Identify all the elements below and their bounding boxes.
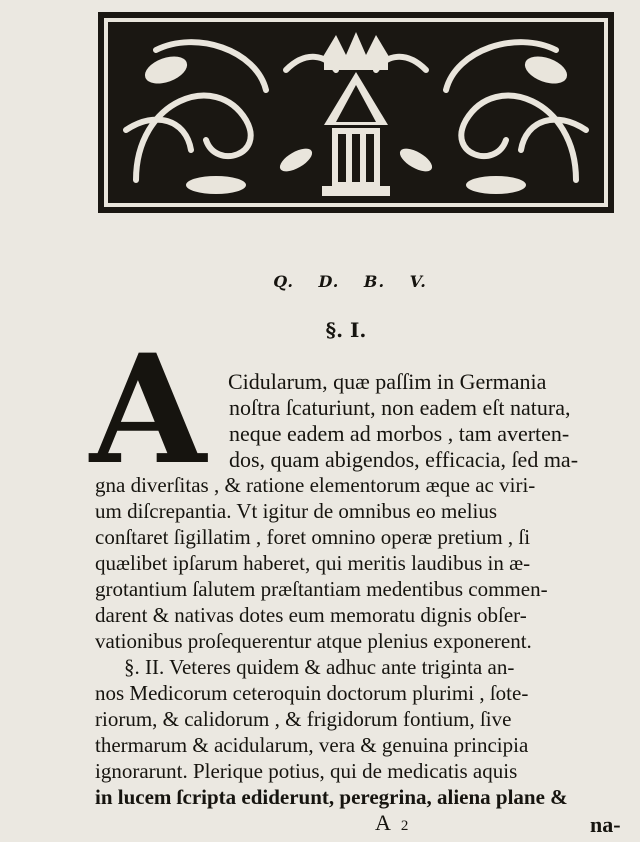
text-line: conſtaret ſigillatim , foret omnino operæ pretium , ſi (95, 525, 531, 549)
text-line: vationibus proſequerentur atque plenius exponerent. (95, 629, 532, 653)
text-line: neque eadem ad morbos , tam averten- (229, 421, 570, 446)
text-line: dos, quam abigendos, efficacia, ſed ma- (229, 447, 579, 472)
signature-number: 2 (400, 818, 409, 834)
text-line: noſtra ſcaturiunt, non eadem eſt natura, (229, 395, 571, 420)
text-line: um diſcrepantia. Vt igitur de omnibus eo melius (95, 499, 498, 523)
text-line: gna diverſitas , & ratione elementorum æque ac viri- (95, 473, 536, 497)
text-line: in lucem ſcripta ediderunt, peregrina, aliena plane & (95, 785, 568, 809)
invocation-initials: Q. D. B. V. (273, 272, 427, 291)
drop-cap-letter: A (89, 342, 207, 466)
text-line: riorum, & calidorum , & frigidorum fontium, ſive (95, 707, 512, 731)
drop-cap-initial (86, 342, 216, 466)
text-line: quælibet ipſarum haberet, qui meritis laudibus in æ- (95, 551, 531, 575)
text-line: grotantium ſalutem præſtantiam medentibus commen- (95, 577, 548, 601)
signature-letter: A (375, 810, 391, 835)
section-heading: §. I. (325, 318, 367, 342)
ornamental-headpiece (96, 10, 616, 215)
text-line: thermarum & acidularum, vera & genuina principia (95, 733, 529, 757)
text-line: §. II. Veteres quidem & adhuc ante triginta an- (124, 655, 515, 679)
signature-mark (375, 810, 408, 836)
text-line: nos Medicorum ceteroquin doctorum plurimi , ſote- (95, 681, 529, 705)
text-line: ignorarunt. Plerique potius, qui de medicatis aquis (95, 759, 518, 783)
catchword: na- (590, 812, 621, 837)
text-line: darent & nativas dotes eum memoratu dignis obſer- (95, 603, 527, 627)
text-line: Cidularum, quæ paſſim in Germania (228, 369, 547, 394)
